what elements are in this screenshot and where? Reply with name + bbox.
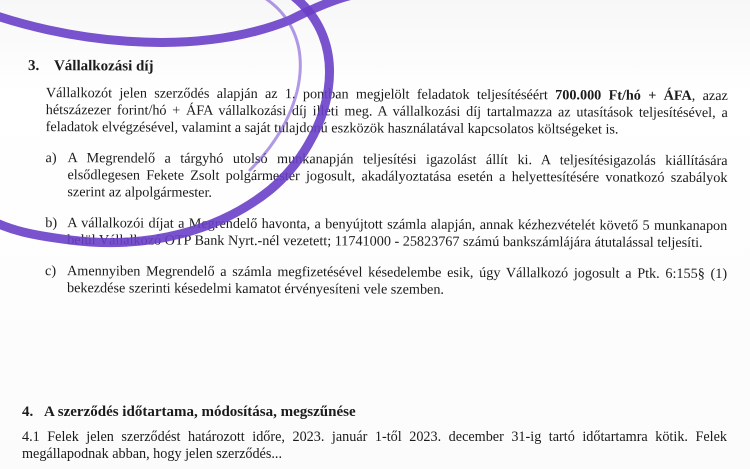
section-3-heading <box>28 58 728 78</box>
list-item-c <box>45 263 727 300</box>
item-text: A vállalkozói díjat a Megrendelő havonta, a benyújtott számla alapján, annak kézhezvételét követő 5 munkanapon belül Vállalkozó OTP Bank Nyrt.-nél vezetett; 11741000 - 25823767 számú bankszámlájára átutalással teljesíti. <box>67 215 728 251</box>
section-4-number: 4. <box>22 404 34 420</box>
section-4-title: A szerződés időtartama, módosítása, megszűnése <box>44 404 356 420</box>
intro-text-2: , azaz hétszázezer forint/hó + ÁFA vállalkozási díj illeti meg. A vállalkozási díj tartalmazza az utasítások teljesítésével, a feladatok elvégzésével, valamint a saját tulajdonú eszközök használatával kapcsolatos költségeket is. <box>45 87 728 138</box>
item-label: c) <box>45 263 57 280</box>
section-4-heading <box>22 404 727 421</box>
section-3-title: Vállalkozási díj <box>53 58 154 75</box>
section-3-intro <box>46 85 728 139</box>
section-3-number: 3. <box>27 58 40 75</box>
item-text: Amennyiben Megrendelő a számla megfizetésével késedelembe esik, úgy Vállalkozó jogosult a Ptk. 6:155§ (1) bekezdése szerinti késedelmi kamatot érvényesíteni vele szemben. <box>66 263 728 298</box>
clause-4-1 <box>22 429 727 463</box>
clause-number: 4.1 <box>22 429 40 445</box>
clause-text: Felek jelen szerződést határozott időre, 2023. január 1-től 2023. december 31-ig tartó időtartamra kötik. Felek megállapodnak abban, hogy jelen szerződés... <box>22 429 728 462</box>
section-3-items <box>27 150 728 300</box>
list-item-a <box>45 150 727 204</box>
section-3 <box>27 58 728 314</box>
item-text: A Megrendelő a tárgyhó utolsó munkanapján teljesítési igazolást állít ki. A teljesítésigazolás kiállítására elsődlegesen Fekete Zsolt polgármester jogosult, akadályoztatása esetén a helyettesítésére vonatkozó szabályok szerint az alpolgármester. <box>67 150 728 201</box>
fee-amount: 700.000 Ft/hó + ÁFA <box>555 87 692 104</box>
intro-text-1: Vállalkozót jelen szerződés alapján az 1. pontban megjelölt feladatok teljesítéséért <box>45 85 556 104</box>
list-item-b <box>45 215 727 252</box>
section-4 <box>22 404 727 463</box>
item-label: b) <box>45 215 58 232</box>
item-label: a) <box>45 150 57 167</box>
